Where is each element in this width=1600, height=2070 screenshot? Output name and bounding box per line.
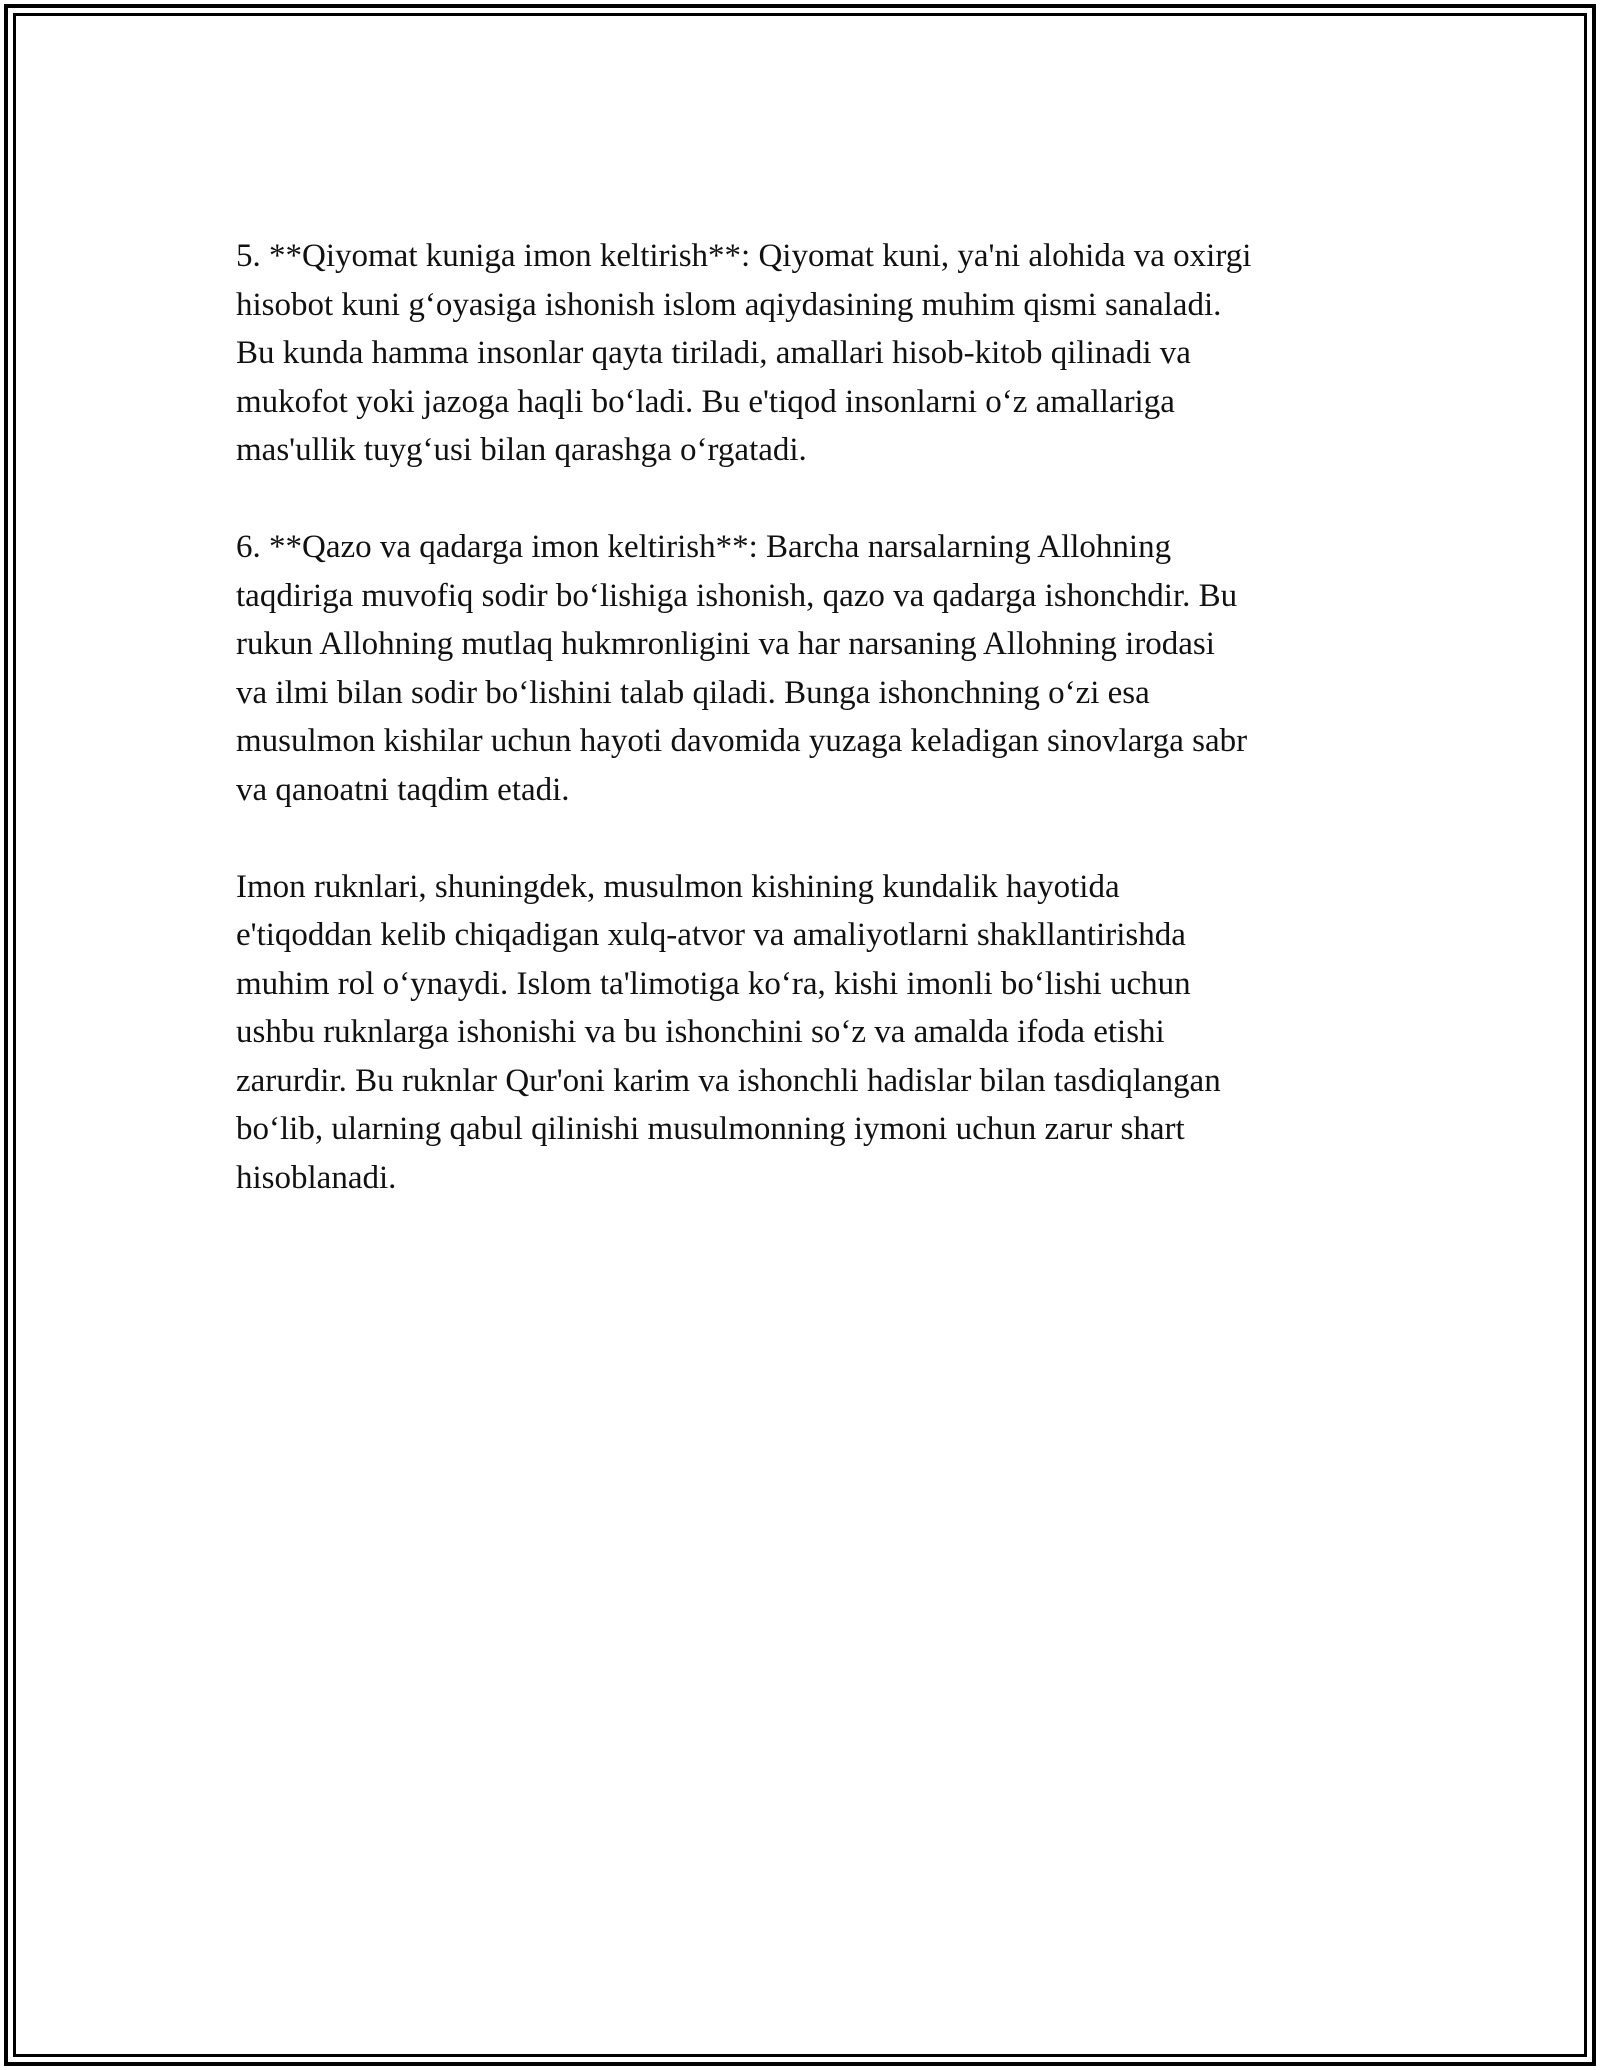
text-line: va ilmi bilan sodir bo‘lishini talab qiladi. Bunga ishonchning o‘zi esa xyxy=(236,674,1150,711)
text-line: va qanoatni taqdim etadi. xyxy=(236,771,570,808)
text-line: bo‘lib, ularning qabul qilinishi musulmonning iymoni uchun zarur shart xyxy=(236,1111,1185,1147)
text-line: Imon ruknlari, shuningdek, musulmon kishining kundalik hayotida xyxy=(236,868,1120,905)
paragraph-qiyomat xyxy=(236,232,1396,475)
text-line: hisoblanadi. xyxy=(236,1159,397,1196)
paragraph-conclusion xyxy=(236,863,1396,1203)
text-line: mas'ullik tuyg‘usi bilan qarashga o‘rgatadi. xyxy=(236,432,807,468)
text-line: rukun Allohning mutlaq hukmronligini va har narsaning Allohning irodasi xyxy=(236,626,1215,662)
text-line: hisobot kuni g‘oyasiga ishonish islom aqiydasining muhim qismi sanaladi. xyxy=(236,286,1222,323)
text-line: 6. **Qazo va qadarga imon keltirish**: Barcha narsalarning Allohning xyxy=(236,529,1172,565)
text-line: e'tiqoddan kelib chiqadigan xulq-atvor va amaliyotlarni shakllantirishda xyxy=(236,917,1186,953)
text-line: mukofot yoki jazoga haqli bo‘ladi. Bu e'tiqod insonlarni o‘z amallariga xyxy=(236,383,1175,420)
text-line: taqdiriga muvofiq sodir bo‘lishiga ishonish, qazo va qadarga ishonchdir. Bu xyxy=(236,577,1238,614)
text-line: 5. **Qiyomat kuniga imon keltirish**: Qiyomat kuni, ya'ni alohida va oxirgi xyxy=(236,238,1252,274)
text-line: Bu kunda hamma insonlar qayta tiriladi, amallari hisob-kitob qilinadi va xyxy=(236,335,1191,371)
text-line: musulmon kishilar uchun hayoti davomida yuzaga keladigan sinovlarga sabr xyxy=(236,723,1248,759)
text-line: zarurdir. Bu ruknlar Qur'oni karim va ishonchli hadislar bilan tasdiqlangan xyxy=(236,1062,1221,1099)
paragraph-qazo-qadar xyxy=(236,523,1396,814)
document-body xyxy=(236,232,1396,1251)
text-line: ushbu ruknlarga ishonishi va bu ishonchini so‘z va amalda ifoda etishi xyxy=(236,1014,1165,1050)
text-line: muhim rol o‘ynaydi. Islom ta'limotiga ko‘ra, kishi imonli bo‘lishi uchun xyxy=(236,965,1191,1002)
